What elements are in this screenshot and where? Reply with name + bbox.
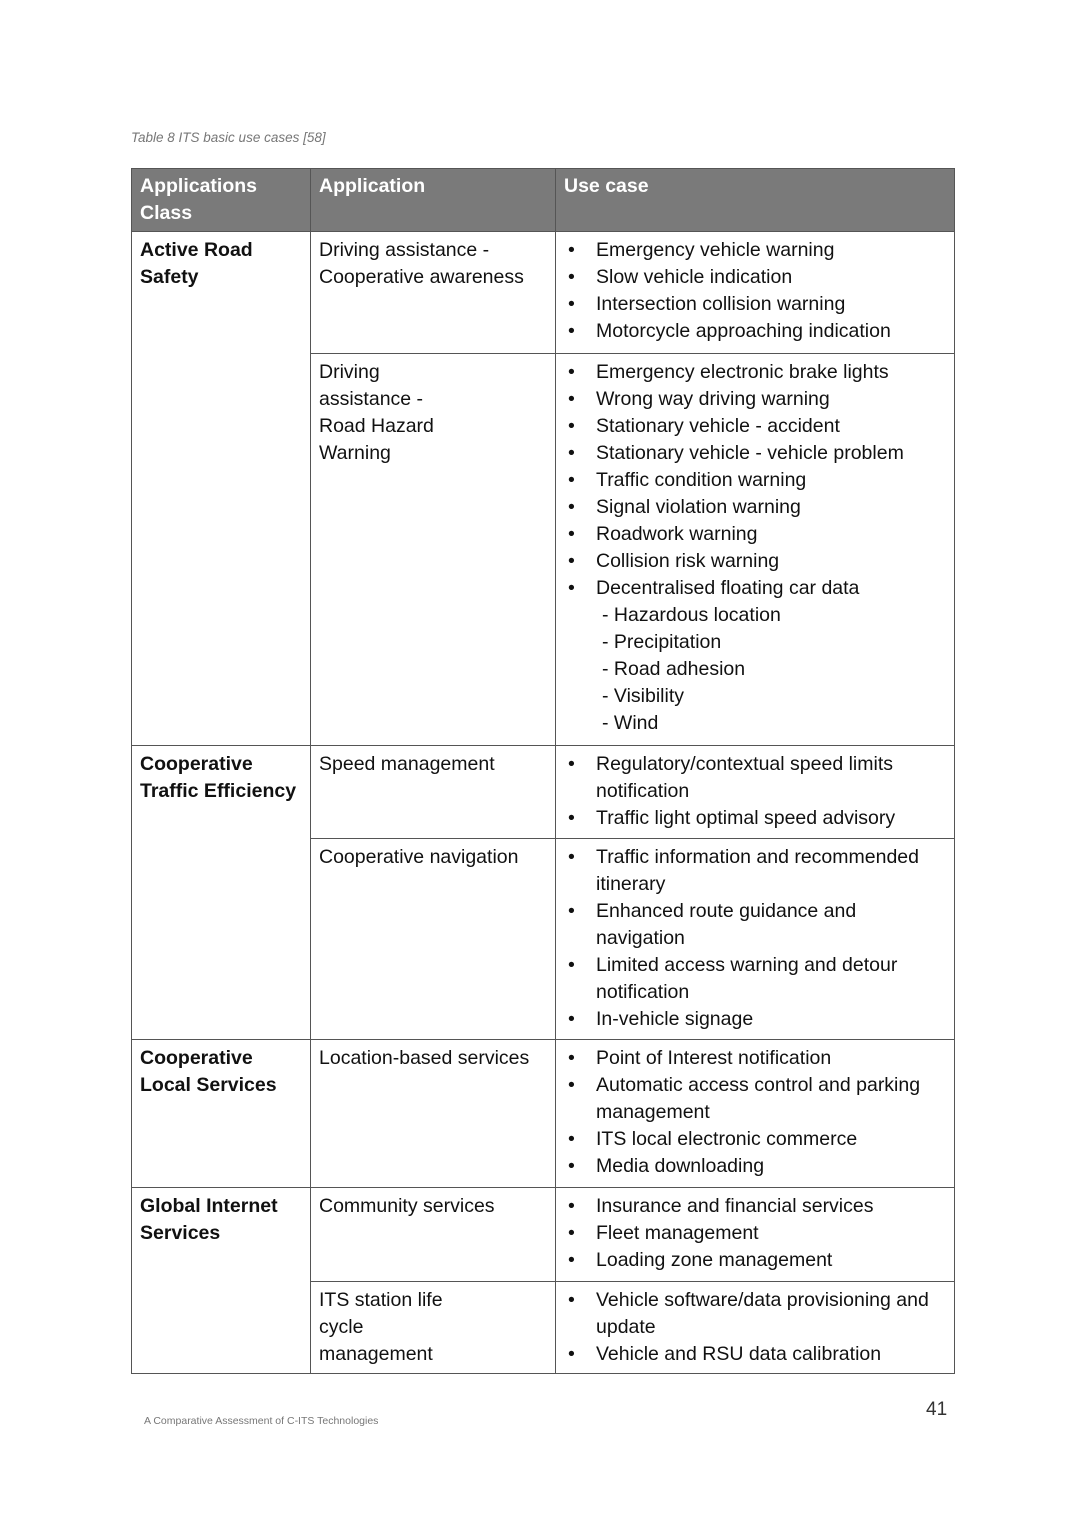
page-number: 41 xyxy=(926,1399,948,1420)
use-case-item: • Insurance and financial services xyxy=(564,1193,946,1220)
use-case-item: • Automatic access control and parking management xyxy=(564,1072,946,1126)
use-case-item: • In-vehicle signage xyxy=(564,1006,946,1033)
use-case-cell xyxy=(556,839,955,1040)
use-case-item: • Motorcycle approaching indication xyxy=(564,318,946,345)
use-case-cell xyxy=(556,1040,955,1188)
use-case-list xyxy=(564,1193,946,1274)
table-row xyxy=(132,1188,955,1282)
use-case-item: • Fleet management xyxy=(564,1220,946,1247)
use-case-item: • Loading zone management xyxy=(564,1247,946,1274)
use-case-list xyxy=(564,844,946,1033)
use-case-item: • Traffic information and recommended itinerary xyxy=(564,844,946,898)
use-case-list xyxy=(564,237,946,345)
use-case-item: • Vehicle software/data provisioning and update xyxy=(564,1287,946,1341)
application-cell: Speed management xyxy=(311,746,556,839)
use-case-item: • Wrong way driving warning xyxy=(564,386,946,413)
use-case-item: • Decentralised floating car data xyxy=(564,575,946,602)
use-case-item: • Emergency electronic brake lights xyxy=(564,359,946,386)
use-case-subitem: - Precipitation xyxy=(602,631,722,653)
use-case-item: • Traffic condition warning xyxy=(564,467,946,494)
table-caption: Table 8 ITS basic use cases [58] xyxy=(131,130,326,145)
table-row xyxy=(132,1040,955,1188)
use-case-item: • Enhanced route guidance and navigation xyxy=(564,898,946,952)
table-row xyxy=(132,746,955,839)
use-case-item: • Emergency vehicle warning xyxy=(564,237,946,264)
use-case-cell xyxy=(556,232,955,354)
use-case-item: • Regulatory/contextual speed limits notification xyxy=(564,751,946,805)
use-case-cell xyxy=(556,746,955,839)
header-use-case: Use case xyxy=(556,169,955,232)
applications-class-cell: Cooperative Traffic Efficiency xyxy=(132,746,311,1040)
use-case-item: • Vehicle and RSU data calibration xyxy=(564,1341,946,1368)
use-case-item: • Collision risk warning xyxy=(564,548,946,575)
footer-title: A Comparative Assessment of C-ITS Technologies xyxy=(144,1415,379,1427)
application-cell: Driving assistance - Cooperative awareness xyxy=(311,232,556,354)
use-case-item: • Traffic light optimal speed advisory xyxy=(564,805,946,832)
use-case-list xyxy=(564,359,946,737)
use-case-subitem: - Hazardous location xyxy=(602,604,781,626)
use-case-item: • Roadwork warning xyxy=(564,521,946,548)
use-case-cell xyxy=(556,354,955,746)
table-row xyxy=(132,232,955,354)
table-header-row xyxy=(132,169,955,232)
use-case-item: • Slow vehicle indication xyxy=(564,264,946,291)
applications-class-cell: Cooperative Local Services xyxy=(132,1040,311,1188)
applications-class-cell: Global Internet Services xyxy=(132,1188,311,1374)
application-cell: Community services xyxy=(311,1188,556,1282)
use-case-list xyxy=(564,1287,946,1368)
use-case-subitem: - Road adhesion xyxy=(602,658,746,680)
application-cell: ITS station life cycle management xyxy=(311,1282,556,1374)
use-case-item: • ITS local electronic commerce xyxy=(564,1126,946,1153)
use-case-item: • Limited access warning and detour notification xyxy=(564,952,946,1006)
use-case-subitem: - Visibility xyxy=(602,685,684,707)
use-case-subitem: - Wind xyxy=(602,712,659,734)
use-case-cell xyxy=(556,1282,955,1374)
header-application: Application xyxy=(311,169,556,232)
application-cell: Driving assistance - Road Hazard Warning xyxy=(311,354,556,746)
use-case-list xyxy=(564,1045,946,1180)
use-case-item: • Stationary vehicle - accident xyxy=(564,413,946,440)
applications-class-cell: Active Road Safety xyxy=(132,232,311,746)
use-case-item: • Media downloading xyxy=(564,1153,946,1180)
use-case-list xyxy=(564,751,946,832)
application-cell: Cooperative navigation xyxy=(311,839,556,1040)
use-case-item: • Signal violation warning xyxy=(564,494,946,521)
use-case-item: • Intersection collision warning xyxy=(564,291,946,318)
use-cases-table xyxy=(131,168,955,1374)
application-cell: Location-based services xyxy=(311,1040,556,1188)
use-case-cell xyxy=(556,1188,955,1282)
header-applications-class: Applications Class xyxy=(132,169,311,232)
use-case-item: • Point of Interest notification xyxy=(564,1045,946,1072)
use-case-item: • Stationary vehicle - vehicle problem xyxy=(564,440,946,467)
